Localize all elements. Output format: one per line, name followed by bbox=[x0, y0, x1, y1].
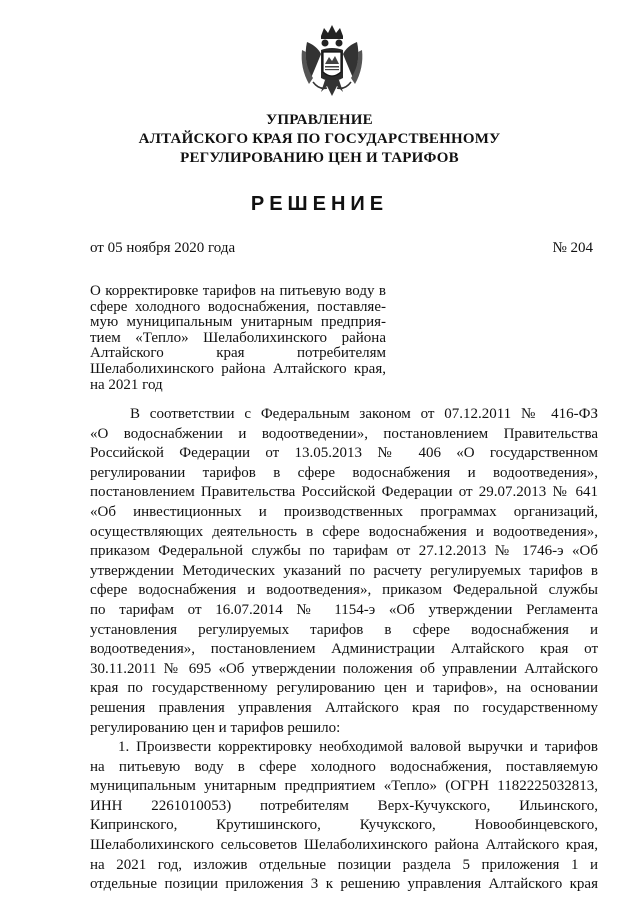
body-line: 1. Произвести корректировку необходимой валовой выручки и тарифов bbox=[118, 739, 598, 756]
body-line: водоотведения», постановлением Администрации Алтайского края от bbox=[90, 641, 598, 658]
body-line: края по государственному регулированию цен и тарифов», на основании bbox=[90, 680, 598, 697]
subject-line: на 2021 год bbox=[90, 376, 163, 393]
header-line-3: РЕГУЛИРОВАНИЮ ЦЕН И ТАРИФОВ bbox=[180, 150, 459, 166]
coat-of-arms-emblem bbox=[299, 20, 365, 102]
body-line: В соответствии с Федеральным законом от 07.12.2011 № 416-ФЗ bbox=[130, 406, 598, 422]
body-line: приказом Федеральной службы по тарифам от 27.12.2013 № 1746-э «Об bbox=[90, 543, 598, 560]
body-line: регулировании тарифов в сфере водоснабжения и водоотведения», bbox=[90, 464, 598, 481]
body-line: 30.11.2011 № 695 «Об утверждении положения об управлении Алтайского bbox=[90, 660, 598, 677]
body-line: «О водоснабжении и водоотведении», постановлением Правительства bbox=[90, 425, 598, 442]
document-number: № 204 bbox=[552, 240, 593, 256]
subject-line: тием «Тепло» Шелаболихинского района bbox=[90, 329, 386, 346]
body-line: установления регулируемых тарифов в сфере водоснабжения и bbox=[90, 621, 598, 638]
body-line: Российской Федерации от 13.05.2013 № 406 «О государственном bbox=[90, 445, 598, 462]
body-line: муниципальным унитарным предприятием «Тепло» (ОГРН 1182225032813, bbox=[90, 778, 598, 795]
body-line: Шелаболихинского сельсоветов Шелаболихинского района Алтайского края, bbox=[90, 837, 598, 854]
body-line: по тарифам от 16.07.2014 № 1154-э «Об утверждении Регламента bbox=[90, 601, 598, 618]
body-line: на 2021 год, изложив отдельные позиции раздела 5 приложения 1 и bbox=[90, 856, 598, 873]
subject-line: сфере холодного водоснабжения, поставляе- bbox=[90, 298, 386, 315]
body-line: постановлением Правительства Российской Федерации от 29.07.2013 № 641 bbox=[90, 484, 598, 501]
body-line: регулированию цен и тарифов решило: bbox=[90, 719, 341, 736]
body-line: Кипринского, Крутишинского, Кучукского, Новообинцевского, bbox=[90, 817, 598, 834]
body-line: утверждении Методических указаний по расчету регулируемых тарифов в bbox=[90, 562, 598, 579]
body-line: «Об инвестиционных и производственных программах организаций, bbox=[90, 503, 598, 520]
authority-header bbox=[0, 111, 639, 168]
header-line-1: УПРАВЛЕНИЕ bbox=[266, 112, 373, 128]
body-line: осуществляющих деятельность в сфере водоснабжения и водоотведения», bbox=[90, 523, 598, 540]
subject-line: Шелаболихинского района Алтайского края, bbox=[90, 360, 386, 377]
subject-line: Алтайского края потребителям bbox=[90, 345, 386, 362]
body-line: сфере водоснабжения и водоотведения», приказом Федеральной службы bbox=[90, 582, 598, 599]
subject-line: мую муниципальным унитарным предприя- bbox=[90, 314, 386, 331]
body-line: отдельные позиции приложения 3 к решению управления Алтайского края bbox=[90, 876, 598, 893]
body-line: на питьевую воду в сфере холодного водоснабжения, поставляемую bbox=[90, 758, 598, 775]
subject-line: О корректировке тарифов на питьевую воду в bbox=[90, 283, 386, 299]
document-title: РЕШЕНИЕ bbox=[250, 193, 389, 215]
header-line-2: АЛТАЙСКОГО КРАЯ ПО ГОСУДАРСТВЕННОМУ bbox=[138, 131, 501, 147]
body-line: ИНН 2261010053) потребителям Верх-Кучукского, Ильинского, bbox=[90, 797, 598, 814]
document-date: от 05 ноября 2020 года bbox=[90, 240, 236, 256]
document-body bbox=[90, 405, 598, 895]
body-line: решения правления управления Алтайского края по государственному bbox=[90, 699, 598, 716]
document-subject bbox=[90, 284, 386, 393]
